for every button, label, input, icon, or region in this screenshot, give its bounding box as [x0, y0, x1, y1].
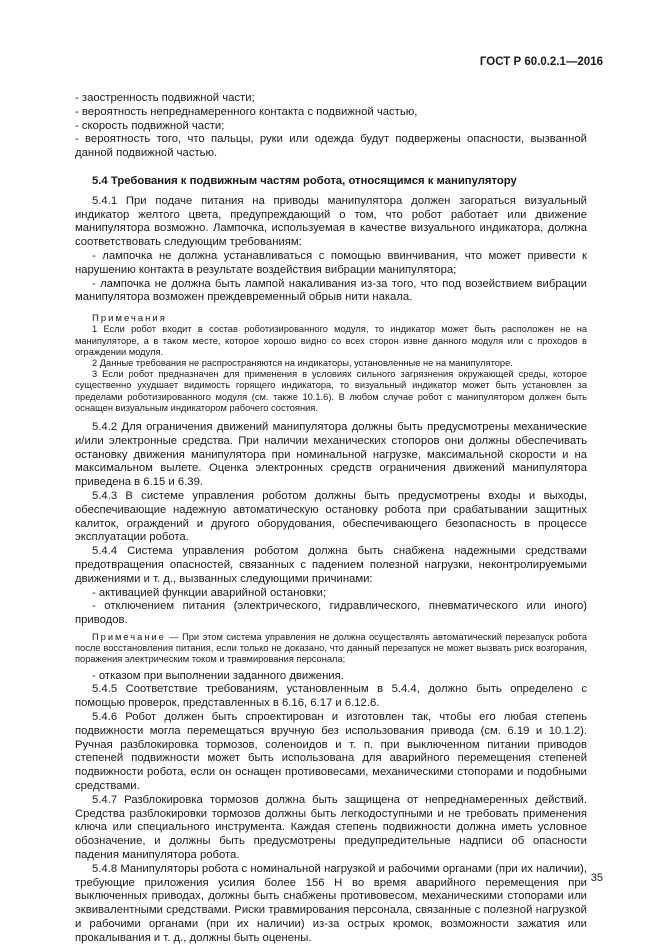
- intro-item: - вероятность непреднамеренного контакта с подвижной частью,: [75, 105, 418, 118]
- note-text: — При этом система управления не должна осуществлять автоматический перезапуск робота после восстановления питания, если только не доказано, что данный перезапуск не может вызвать риск возгорания, поражения электрическим током и травмирования персонала;: [75, 631, 587, 665]
- paragraph-5-4-8: 5.4.8 Манипуляторы робота с номинальной нагрузкой и рабочими органами (при их наличии), требующие приложения усилия более 156 Н во время аварийного перемещения при выключенных приводах, должны быть снабжены противовесом, механическими стопорами или эквивалентными средствами. Риски травмирования персонала, связанные с полезной нагрузкой и рабочими органами (при их наличии) из-за острых кромок, возможности зажатия или прокалывания и т. д., должны быть оценены.: [75, 862, 587, 944]
- list-item: - отключением питания (электрического, гидравлического, пневматического или иного) приводов.: [75, 600, 587, 627]
- section-heading: 5.4 Требования к подвижным частям робота, относящимся к манипулятору: [92, 174, 517, 187]
- paragraph-5-4-6: 5.4.6 Робот должен быть спроектирован и изготовлен так, чтобы его любая степень подвижности могла перемещаться вручную без использования привода (см. 6.19 и 10.1.2). Ручная разблокировка тормозов, соленоидов и т. п. при выключенном питании приводов степеней подвижности может быть использована для аварийного перемещения степеней подвижности робота, если он оснащен противовесами, механическими стопорами и подобными средствами.: [75, 710, 587, 792]
- note-paragraph: [75, 632, 587, 666]
- note-item: 2 Данные требования не распространяются на индикаторы, установленные не на манипуляторе.: [92, 357, 513, 368]
- page-number: 35: [590, 872, 603, 884]
- intro-item: - скорость подвижной части;: [75, 119, 225, 132]
- paragraph-5-4-1: 5.4.1 При подаче питания на приводы манипулятора должен загораться визуальный индикатор желтого цвета, предупреждающий о том, что робот работает или движение манипулятора возможно. Лампочка, используемая в качестве визуального индикатора, должна соответствовать следующим требованиям:: [75, 194, 587, 249]
- paragraph-5-4-7: 5.4.7 Разблокировка тормозов должна быть защищена от непреднамеренных действий. Средства разблокировки тормозов должны быть легкодоступными и не требовать применения ключа или специального инструмента. Каждая степень подвижности должна иметь условное обозначение, и должны быть предусмотрены предупредительные надписи об опасности падения манипулятора робота.: [75, 793, 587, 861]
- notes-title: Примечания: [92, 313, 167, 325]
- list-item: - лампочка не должна устанавливаться с помощью ввинчивания, что может привести к нарушению контакта в результате воздействия вибрации манипулятора;: [75, 249, 587, 276]
- note-label: Примечание: [92, 631, 166, 642]
- intro-item: - вероятность того, что пальцы, руки или одежда будут подвержены опасности, вызванной данной подвижной частью.: [75, 133, 587, 160]
- list-item: - активацией функции аварийной остановки;: [92, 586, 327, 599]
- page-content: [75, 92, 587, 945]
- doc-header: ГОСТ Р 60.0.2.1—2016: [479, 56, 603, 68]
- note-item: 1 Если робот входит в состав роботизированного модуля, то индикатор может быть расположен не на манипуляторе, а в таком месте, которое хорошо видно со всех сторон извне данного модуля или с проходов в ограждении модуля.: [75, 324, 587, 357]
- paragraph-5-4-5: 5.4.5 Соответствие требованиям, установленным в 5.4.4, должно быть определено с помощью проверок, представленных в 6.16, 6.17 и 6.12.6.: [75, 683, 587, 710]
- paragraph-5-4-2: 5.4.2 Для ограничения движений манипулятора должны быть предусмотрены механические и/или электронные средства. При наличии механических стопоров они должны обеспечивать остановку движения манипулятора при номинальной нагрузке, максимальной скорости и на максимальном вылете. Оценка электронных средств ограничения движений манипулятора приведена в 6.15 и 6.39.: [75, 420, 587, 489]
- paragraph-5-4-4: 5.4.4 Система управления роботом должна быть снабжена надежными средствами предотвращения опасностей, связанных с падением полезной нагрузки, неконтролируемыми движениями и т. д., вызванных следующими причинами:: [75, 545, 587, 585]
- intro-item: - заостренность подвижной части;: [75, 92, 255, 104]
- list-item: - лампочка не должна быть лампой накаливания из-за того, что под возействием вибрации манипулятора возможен преждевременный обрыв нити накала.: [75, 277, 587, 304]
- paragraph-5-4-3: 5.4.3 В системе управления роботом должны быть предусмотрены входы и выходы, обеспечивающие надежную автоматическую остановку робота при срабатывании защитных калиток, ограждений и другого оборудования, обеспечивающего безопасность в процессе эксплуатации робота.: [75, 489, 587, 544]
- note-item: 3 Если робот предназначен для применения в условиях сильного загрязнения окружающей среды, которое существенно ухудшает видимость горящего индикатора, то визуальный индикатор может быть установлен за пределами роботизированного модуля (см. также 10.1.6). В любом случае робот с манипулятором должен быть оснащен визуальным индикатором рабочего состояния.: [75, 369, 587, 413]
- list-item: - отказом при выполнении заданного движения.: [92, 669, 344, 682]
